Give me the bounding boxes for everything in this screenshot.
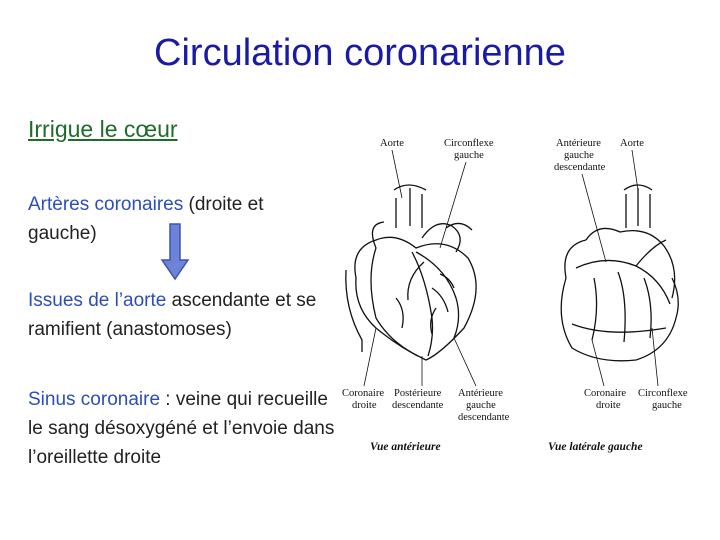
text-coronary-arteries: (droite et gauche) xyxy=(28,194,264,244)
label-anterieure-right-1: Antérieure xyxy=(556,138,601,149)
highlight-aorta-origin: Issues de l’aorte xyxy=(28,290,167,311)
highlight-coronary-arteries: Artères coronaires xyxy=(28,194,184,215)
down-arrow-icon xyxy=(160,222,190,282)
slide-subtitle: Irrigue le cœur xyxy=(28,116,178,142)
label-posterieure-2: descendante xyxy=(392,400,444,411)
label-circonflexe-gauche-right-2: gauche xyxy=(652,400,682,411)
label-coronaire-droite-2: droite xyxy=(352,400,377,411)
label-coronaire-droite-right-2: droite xyxy=(596,400,621,411)
label-circonflexe-left-1: Circonflexe xyxy=(444,138,494,149)
label-circonflexe-gauche-right-1: Circonflexe xyxy=(638,388,688,399)
label-anterieure-right-3: descendante xyxy=(554,162,606,173)
label-aorte-left: Aorte xyxy=(380,138,404,149)
label-anterieure-gauche-1: Antérieure xyxy=(458,388,503,399)
label-anterieure-gauche-3: descendante xyxy=(458,412,510,423)
highlight-coronary-sinus: Sinus coronaire xyxy=(28,389,161,410)
paragraph-coronary-sinus xyxy=(28,385,348,472)
heart-diagram xyxy=(336,128,710,460)
paragraph-aorta-origin xyxy=(28,286,348,344)
caption-lateral-view: Vue latérale gauche xyxy=(548,441,643,453)
heart-anterior-drawing xyxy=(346,185,476,360)
label-coronaire-droite-right-1: Coronaire xyxy=(584,388,626,399)
slide-title: Circulation coronarienne xyxy=(154,32,566,74)
label-anterieure-right-2: gauche xyxy=(564,150,594,161)
label-aorte-right: Aorte xyxy=(620,138,644,149)
label-anterieure-gauche-2: gauche xyxy=(466,400,496,411)
text-coronary-sinus: : veine qui recueille le sang désoxygéné et l’envoie dans l’oreillette droite xyxy=(28,389,335,468)
text-aorta-origin: ascendante et se ramifient (anastomoses) xyxy=(28,290,317,340)
label-coronaire-droite-1: Coronaire xyxy=(342,388,384,399)
label-circonflexe-left-2: gauche xyxy=(454,150,484,161)
heart-lateral-drawing xyxy=(561,185,678,361)
caption-anterior-view: Vue antérieure xyxy=(370,441,441,453)
label-posterieure-1: Postérieure xyxy=(394,388,442,399)
